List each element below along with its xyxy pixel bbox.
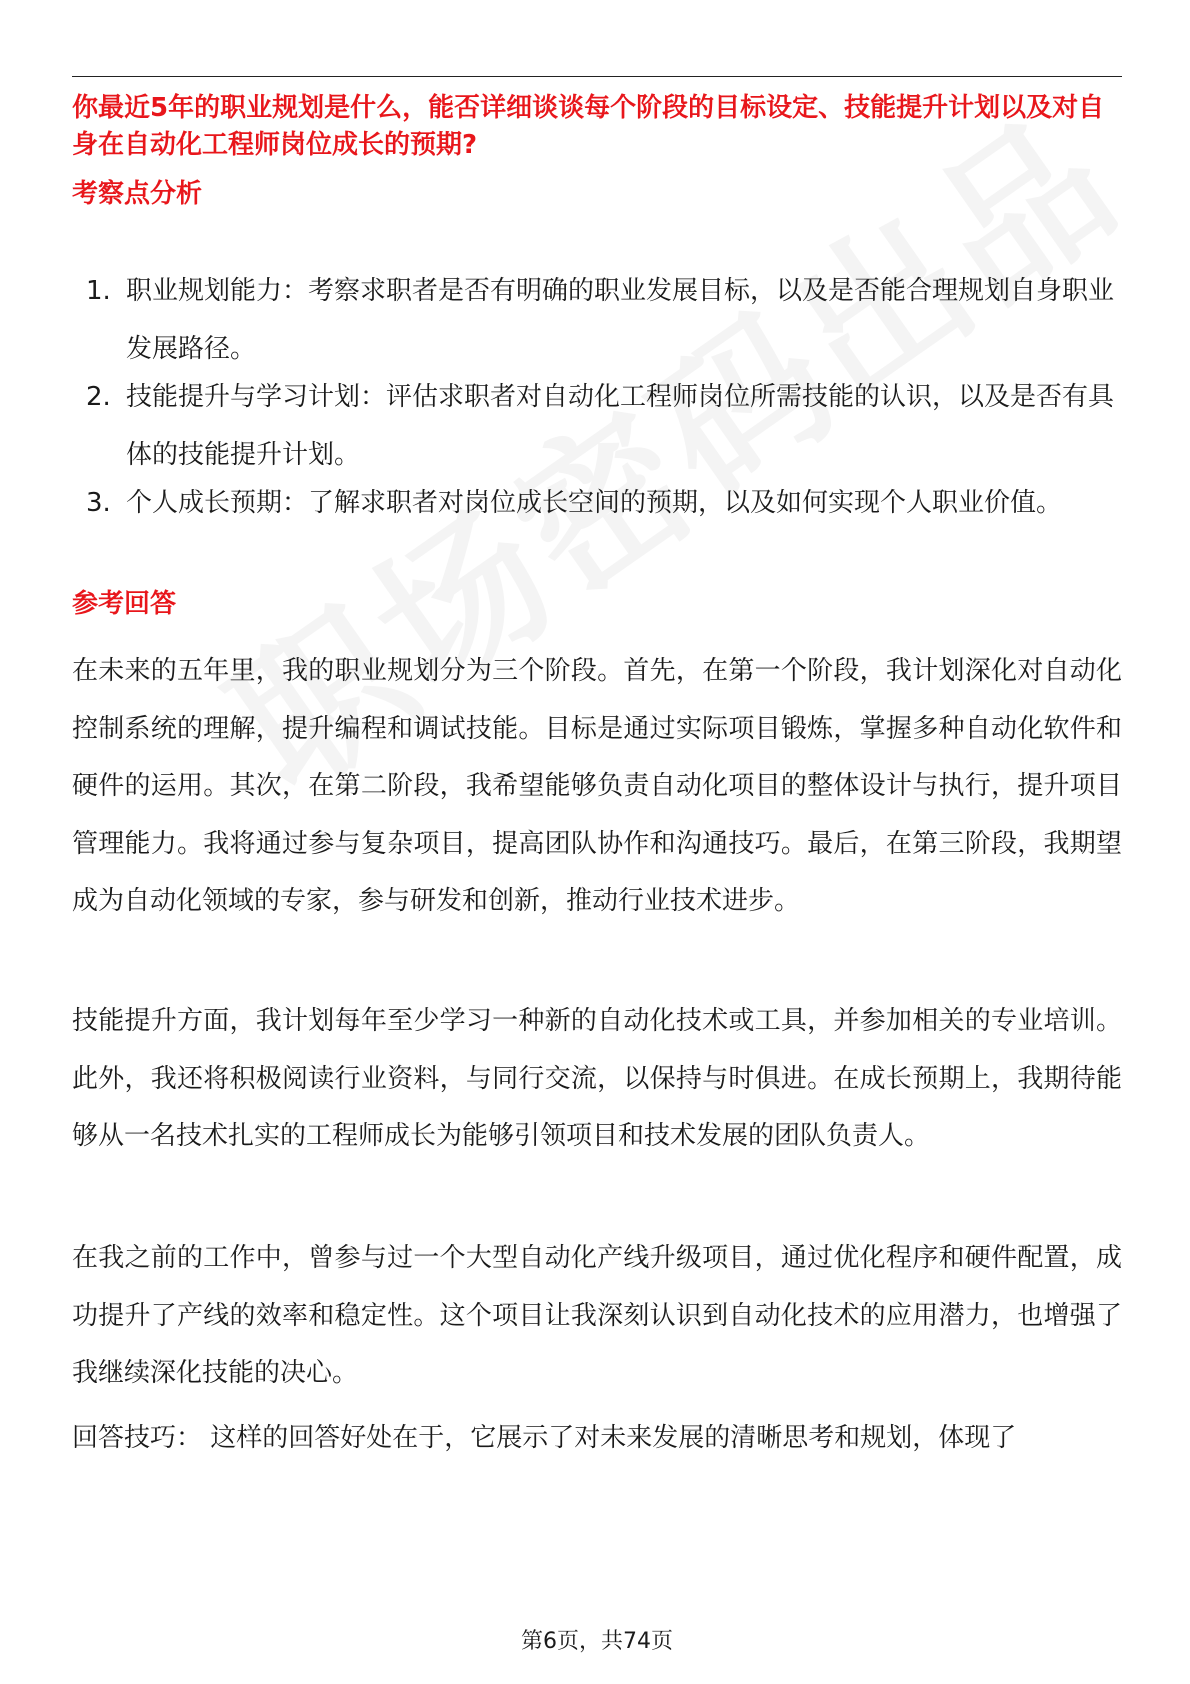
analysis-list: [72, 262, 1122, 580]
answer-tip: 回答技巧： 这样的回答好处在于，它展示了对未来发展的清晰思考和规划，体现了: [72, 1423, 1017, 1453]
answer-paragraph-3: 在我之前的工作中，曾参与过一个大型自动化产线升级项目，通过优化程序和硬件配置，成功提升了产线的效率和稳定性。这个项目让我深刻认识到自动化技术的应用潜力，也增强了我继续深化技能的决心。: [72, 1243, 1122, 1388]
analysis-item-1: [72, 262, 1122, 368]
top-divider: [72, 76, 1122, 77]
interview-question: 你最近5年的职业规划是什么，能否详细谈谈每个阶段的目标设定、技能提升计划以及对自身在自动化工程师岗位成长的预期?: [72, 93, 1105, 160]
analysis-item-2: [72, 368, 1122, 474]
list-number: 3.: [86, 488, 111, 518]
answer-paragraph-2: 技能提升方面，我计划每年至少学习一种新的自动化技术或工具，并参加相关的专业培训。此外，我还将积极阅读行业资料，与同行交流，以保持与时俱进。在成长预期上，我期待能够从一名技术扎实的工程师成长为能够引领项目和技术发展的团队负责人。: [72, 1006, 1122, 1151]
analysis-item-text: 个人成长预期：了解求职者对岗位成长空间的预期，以及如何实现个人职业价值。: [126, 488, 1063, 518]
list-number: 1.: [86, 276, 111, 306]
analysis-item-text: 技能提升与学习计划：评估求职者对自动化工程师岗位所需技能的认识，以及是否有具体的技能提升计划。: [126, 382, 1115, 470]
answer-paragraph-1: 在未来的五年里，我的职业规划分为三个阶段。首先，在第一个阶段，我计划深化对自动化控制系统的理解，提升编程和调试技能。目标是通过实际项目锻炼，掌握多种自动化软件和硬件的运用。其次，在第二阶段，我希望能够负责自动化项目的整体设计与执行，提升项目管理能力。我将通过参与复杂项目，提高团队协作和沟通技巧。最后，在第三阶段，我期望成为自动化领域的专家，参与研发和创新，推动行业技术进步。: [72, 656, 1122, 916]
answer-heading: 参考回答: [72, 589, 177, 619]
analysis-item-text: 职业规划能力：考察求职者是否有明确的职业发展目标，以及是否能合理规划自身职业发展路径。: [126, 276, 1115, 364]
list-number: 2.: [86, 382, 111, 412]
page-footer: 第6页，共74页: [521, 1629, 673, 1654]
analysis-item-3: [72, 474, 1122, 580]
document-page: [72, 0, 1122, 1684]
analysis-heading: 考察点分析: [72, 179, 203, 209]
